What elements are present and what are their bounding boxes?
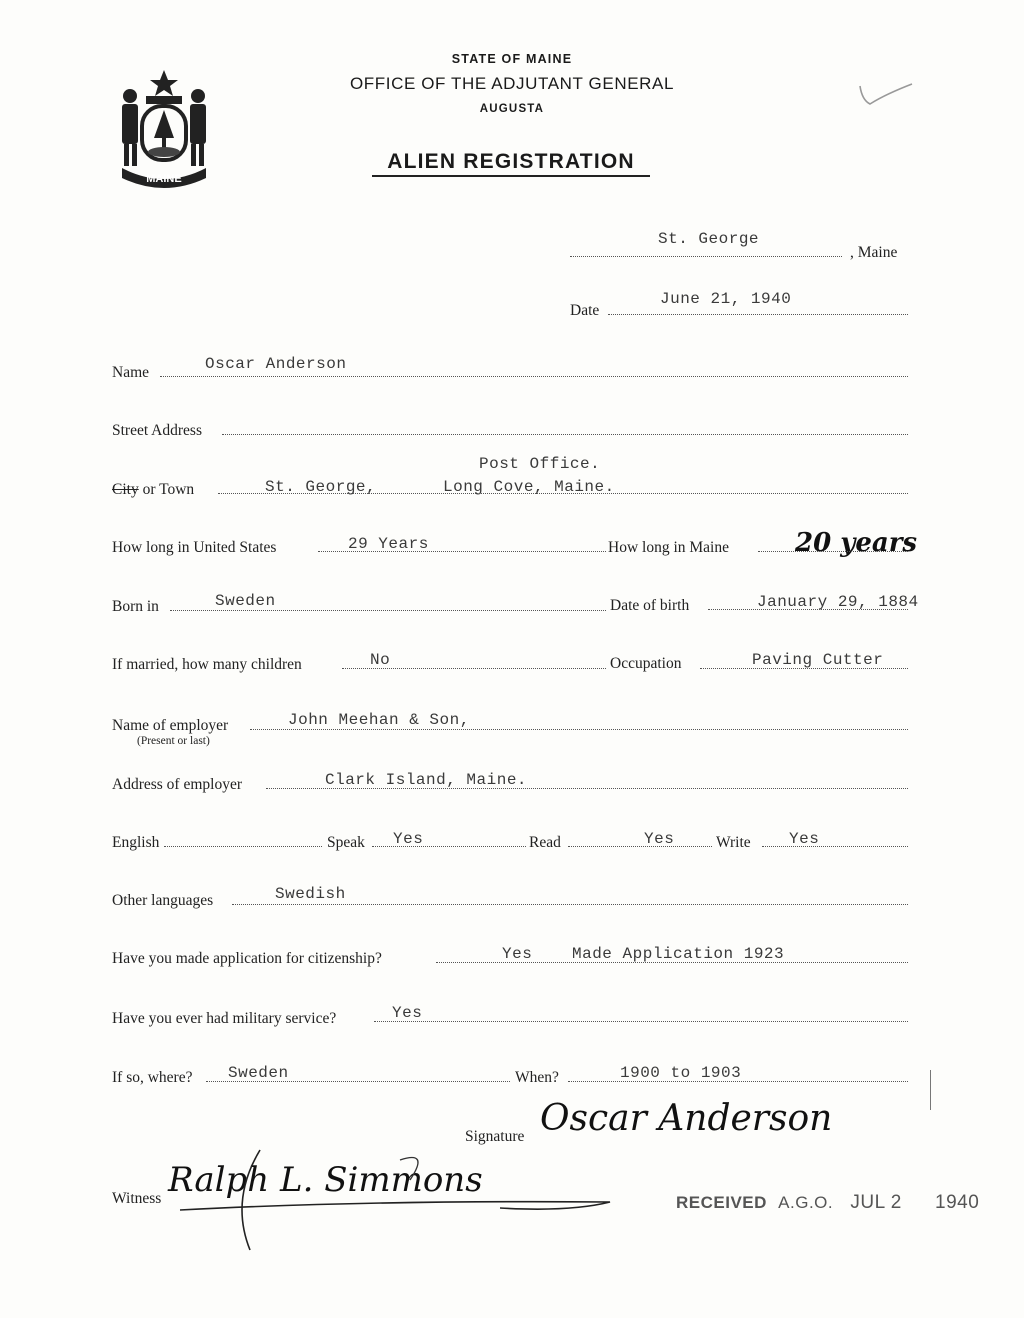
citizenship-detail: Made Application 1923: [572, 945, 785, 963]
years-in-us-label: How long in United States: [112, 539, 277, 556]
when-value: 1900 to 1903: [620, 1064, 742, 1082]
place-value: St. George: [658, 230, 760, 248]
children-label: If married, how many children: [112, 656, 302, 673]
speak-label: Speak: [327, 834, 365, 851]
military-label: Have you ever had military service?: [112, 1010, 337, 1027]
employer-address-value: Clark Island, Maine.: [325, 771, 528, 789]
employer-sublabel: (Present or last): [137, 735, 210, 747]
occupation-value: Paving Cutter: [752, 651, 884, 669]
place-suffix: , Maine: [850, 244, 898, 261]
witness-flourish-icon: [170, 1140, 620, 1260]
employer-address-label: Address of employer: [112, 776, 242, 793]
post-office-value: Long Cove, Maine.: [443, 478, 615, 496]
children-value: No: [370, 651, 391, 669]
street-address-label: Street Address: [112, 422, 202, 439]
where-value: Sweden: [228, 1064, 289, 1082]
form-title: ALIEN REGISTRATION: [387, 150, 635, 173]
speak-value: Yes: [393, 830, 424, 848]
employer-label: Name of employer: [112, 717, 229, 734]
other-languages-label: Other languages: [112, 892, 214, 909]
received-stamp: RECEIVED A.G.O. JUL 2 1940: [676, 1192, 980, 1213]
date-value: June 21, 1940: [660, 290, 792, 308]
years-in-us-value: 29 Years: [348, 535, 429, 553]
read-label: Read: [529, 834, 561, 851]
citizenship-label: Have you made application for citizenship?: [112, 950, 382, 967]
signature-value: Oscar Anderson: [540, 1098, 833, 1139]
years-in-maine-value: 20 years: [795, 528, 918, 558]
city-or-town-label: City or Town: [112, 481, 195, 498]
name-value: Oscar Anderson: [205, 355, 347, 373]
header-state: STATE OF MAINE: [451, 52, 573, 66]
date-of-birth-label: Date of birth: [610, 597, 690, 614]
title-underline: [372, 175, 650, 177]
citizenship-value: Yes: [502, 945, 533, 963]
read-value: Yes: [644, 830, 675, 848]
write-label: Write: [716, 834, 751, 851]
born-in-label: Born in: [112, 598, 159, 615]
witness-value: Ralph L. Simmons: [168, 1160, 483, 1200]
write-value: Yes: [789, 830, 820, 848]
header-office: OFFICE OF THE ADJUTANT GENERAL: [349, 74, 675, 93]
born-in-value: Sweden: [215, 592, 276, 610]
header-city: AUGUSTA: [479, 103, 545, 115]
date-label: Date: [570, 302, 600, 319]
post-office-label: Post Office.: [479, 455, 601, 473]
svg-text:MAINE: MAINE: [146, 173, 182, 185]
witness-label: Witness: [112, 1190, 162, 1207]
other-languages-value: Swedish: [275, 885, 346, 903]
years-in-maine-label: How long in Maine: [608, 539, 729, 556]
military-value: Yes: [392, 1004, 423, 1022]
english-label: English: [112, 834, 160, 851]
date-of-birth-value: January 29, 1884: [757, 593, 919, 611]
signature-label: Signature: [465, 1128, 525, 1145]
occupation-label: Occupation: [610, 655, 682, 672]
city-or-town-value: St. George,: [265, 478, 377, 496]
when-label: When?: [515, 1069, 559, 1086]
employer-value: John Meehan & Son,: [288, 711, 470, 729]
where-label: If so, where?: [112, 1069, 193, 1086]
name-label: Name: [112, 364, 150, 381]
